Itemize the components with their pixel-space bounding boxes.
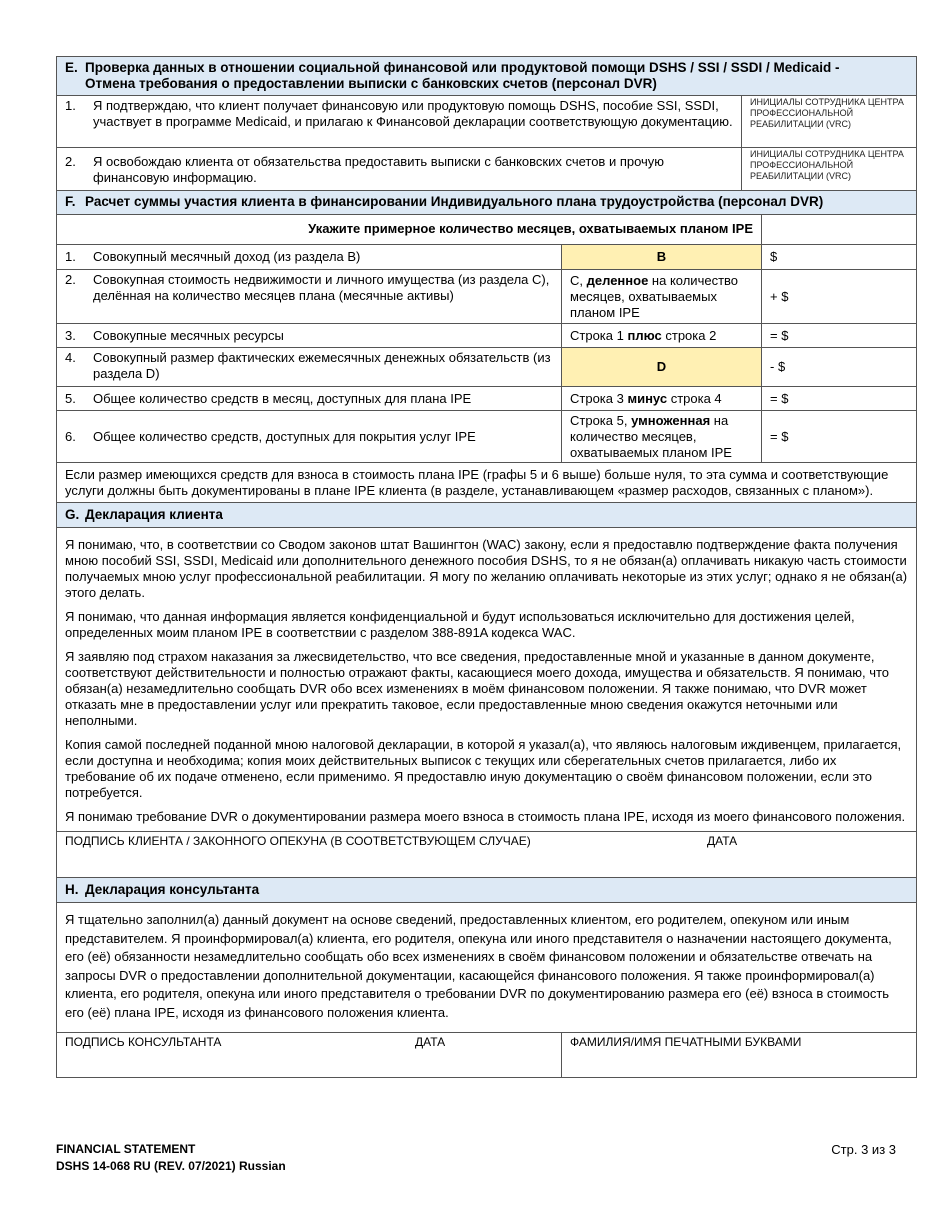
total-available-funds-field[interactable]: [762, 411, 916, 462]
f-row-2: [57, 270, 916, 324]
monthly-resources-field[interactable]: [762, 324, 916, 347]
declaration-paragraph: Копия самой последней поданной мною налоговой декларации, в которой я указал(а), что являюсь налоговым иждивенцем, прилагается, если доступна и необходима; копия моих действительных выписок с текущих или сберегательных счетов прилагается, либо их требование об их подаче отменено, если применимо. Я предоставлю иную документацию о своём финансовом положении, если это потребуется.: [65, 737, 902, 800]
section-g-letter: G.: [65, 507, 80, 522]
amount-prefix: $: [770, 249, 778, 264]
section-h-title: Декларация консультанта: [85, 882, 260, 897]
item-number: 1.: [65, 98, 76, 113]
section-g-title: Декларация клиента: [85, 507, 223, 522]
row-label: Совокупная стоимость недвижимости и личного имущества (из раздела C), делённая на количество месяцев плана (месячные активы): [93, 272, 550, 303]
section-e-header: [57, 57, 916, 96]
row-label: Общее количество средств, доступных для покрытия услуг IPE: [93, 428, 476, 444]
section-e-title-line2: Отмена требования о предоставлении выписки с банковских счетов (персонал DVR): [85, 76, 657, 91]
vrc-initials-field-1[interactable]: [742, 96, 916, 147]
row-number: 2.: [65, 272, 76, 287]
item-number: 2.: [65, 154, 76, 169]
section-e-item-2: [57, 148, 916, 191]
formula-cell: C, деленное на количество месяцев, охватываемых планом IPE: [562, 270, 762, 323]
page-footer: [56, 1141, 896, 1175]
formula-cell: Строка 1 плюс строка 2: [562, 324, 762, 347]
row-label: Совокупные месячных ресурсы: [93, 327, 284, 343]
item-text: Я освобождаю клиента от обязательства предоставить выписки с банковских счетов и прочую финансовую информацию.: [93, 154, 665, 185]
section-h-header: [57, 878, 916, 903]
amount-prefix: - $: [770, 359, 786, 374]
section-d-ref-cell: D: [562, 348, 762, 386]
page-number: Стр. 3 из 3: [831, 1142, 896, 1157]
counselor-declaration-body: Я тщательно заполнил(а) данный документ на основе сведений, предоставленных клиентом, его родителем, опекуном или иным представителем. Я проинформировал(а) клиента, его родителя, опекуна или иного представителя о назначении настоящего документа, его (её) обязанности незамедлительно сообщать обо всех изменениях в своём финансовом положении и обязательстве отвечать на запросы DVR о предоставлении дополнительной документации, касающейся финансового положения. Я также проинформировал(а) клиента, его родителя, опекуна или иного представителя о требовании DVR по документированию размера его (её) взноса в стоимость его (её) плана IPE, исходя из финансового положения клиента.: [57, 903, 916, 1033]
monthly-assets-field[interactable]: [762, 270, 916, 323]
row-number: 4.: [65, 350, 76, 365]
vrc-initials-field-2[interactable]: [742, 148, 916, 190]
section-f-letter: F.: [65, 194, 76, 209]
f-row-4: [57, 348, 916, 387]
formula-cell: Строка 5, умноженная на количество месяцев, охватываемых планом IPE: [562, 411, 762, 462]
amount-prefix: + $: [770, 288, 789, 304]
counselor-name-label: ФАМИЛИЯ/ИМЯ ПЕЧАТНЫМИ БУКВАМИ: [570, 1035, 802, 1049]
amount-prefix: = $: [770, 390, 789, 406]
form-table: [56, 56, 917, 1078]
item-text: Я подтверждаю, что клиент получает финансовую или продуктовую помощь DSHS, пособие SSI, SSDI, участвует в программе Medicaid, и прилагаю к Финансовой декларации соответствующую документацию.: [93, 98, 733, 129]
row-number: 6.: [65, 428, 76, 444]
row-label: Общее количество средств в месяц, доступных для плана IPE: [93, 390, 472, 406]
section-e-title-line1: Проверка данных в отношении социальной финансовой или продуктовой помощи DSHS / SSI / SSDI / Medicaid -: [85, 60, 840, 75]
section-e-item-1: [57, 96, 916, 148]
declaration-paragraph: Я заявляю под страхом наказания за лжесвидетельство, что все сведения, предоставленные мной и указанные в данном документе, соответствуют действительности и полностью отражают факты, касающиеся моего дохода, имущества и обязательств. Я понимаю, что обязан(а) незамедлительно сообщать DVR обо всех изменениях в моём финансовом положении. Я также понимаю, что DVR может отказать мне в предоставлении услуг или прекратить таковое, если предоставленные мною сведения окажутся неточными или неполными.: [65, 649, 890, 728]
client-declaration-body: [57, 528, 916, 832]
section-e-letter: E.: [65, 60, 78, 75]
amount-prefix: = $: [770, 327, 789, 343]
section-f-header: [57, 191, 916, 215]
declaration-paragraph: Я понимаю требование DVR о документировании размера моего взноса в стоимость плана IPE, исходя из моего финансового положения.: [65, 809, 906, 824]
monthly-obligations-field[interactable]: [762, 348, 916, 386]
form-name: FINANCIAL STATEMENT: [56, 1142, 196, 1156]
row-number: 1.: [65, 249, 76, 264]
row-label: Совокупный размер фактических ежемесячных денежных обязательств (из раздела D): [93, 350, 551, 381]
ipe-months-input[interactable]: [762, 215, 916, 244]
row-label: Совокупный месячный доход (из раздела B): [93, 249, 361, 264]
counselor-signature-row: [57, 1033, 916, 1078]
formula-cell: Строка 3 минус строка 4: [562, 387, 762, 410]
monthly-income-field[interactable]: [762, 245, 916, 269]
declaration-paragraph: Я понимаю, что, в соответствии со Сводом законов штат Вашингтон (WAC) закону, если я предоставлю подтверждение факта получения мною пособий SSI, SSDI, Medicaid или дополнительного денежного пособия DSHS, то я не обязан(а) оплачивать никакую часть стоимости получаемых мною услуг профессиональной реабилитации. Я могу по желанию оплачивать некоторые из этих услуг; однако я не обязан(а) этого делать.: [65, 537, 908, 600]
section-b-ref-cell: B: [562, 245, 762, 269]
ipe-months-row: [57, 215, 916, 245]
f-row-1: [57, 245, 916, 270]
counselor-date-field[interactable]: [407, 1033, 562, 1077]
monthly-available-funds-field[interactable]: [762, 387, 916, 410]
vrc-initials-label: ИНИЦИАЛЫ СОТРУДНИКА ЦЕНТРА ПРОФЕССИОНАЛЬНОЙ РЕАБИЛИТАЦИИ (VRC): [750, 149, 904, 181]
declaration-paragraph: Я понимаю, что данная информация является конфиденциальной и будут использоваться исключительно для достижения целей, определенных моим планом IPE в соответствии с разделом 388-891A кодекса WAC.: [65, 609, 855, 640]
counselor-signature-label: ПОДПИСЬ КОНСУЛЬТАНТА: [65, 1035, 222, 1049]
f-row-5: [57, 387, 916, 411]
section-g-header: [57, 503, 916, 528]
row-number: 5.: [65, 390, 76, 406]
client-date-field[interactable]: [697, 832, 916, 877]
client-signature-field[interactable]: [57, 832, 697, 877]
financial-statement-page: [56, 56, 917, 1078]
form-id: DSHS 14-068 RU (REV. 07/2021) Russian: [56, 1159, 286, 1173]
ipe-months-label: Укажите примерное количество месяцев, охватываемых планом IPE: [57, 215, 762, 244]
counselor-printed-name-field[interactable]: [562, 1033, 916, 1077]
vrc-initials-label: ИНИЦИАЛЫ СОТРУДНИКА ЦЕНТРА ПРОФЕССИОНАЛЬНОЙ РЕАБИЛИТАЦИИ (VRC): [750, 97, 904, 129]
section-h-letter: H.: [65, 882, 79, 897]
row-number: 3.: [65, 327, 76, 343]
client-signature-label: ПОДПИСЬ КЛИЕНТА / ЗАКОННОГО ОПЕКУНА (В СООТВЕТСТВУЮЩЕМ СЛУЧАЕ): [65, 834, 531, 848]
f-row-6: [57, 411, 916, 463]
client-date-label: ДАТА: [707, 834, 738, 848]
section-f-title: Расчет суммы участия клиента в финансировании Индивидуального плана трудоустройства (персонал DVR): [85, 194, 824, 209]
client-signature-row: [57, 832, 916, 878]
counselor-signature-field[interactable]: [57, 1033, 407, 1077]
counselor-date-label: ДАТА: [415, 1035, 446, 1049]
section-f-note: Если размер имеющихся средств для взноса в стоимость плана IPE (графы 5 и 6 выше) больше нуля, то эта сумма и соответствующие услуги должны быть документированы в плане IPE клиента (в разделе, устанавливающем «размер расходов, связанных с планом»).: [57, 463, 916, 503]
amount-prefix: = $: [770, 428, 789, 444]
f-row-3: [57, 324, 916, 348]
